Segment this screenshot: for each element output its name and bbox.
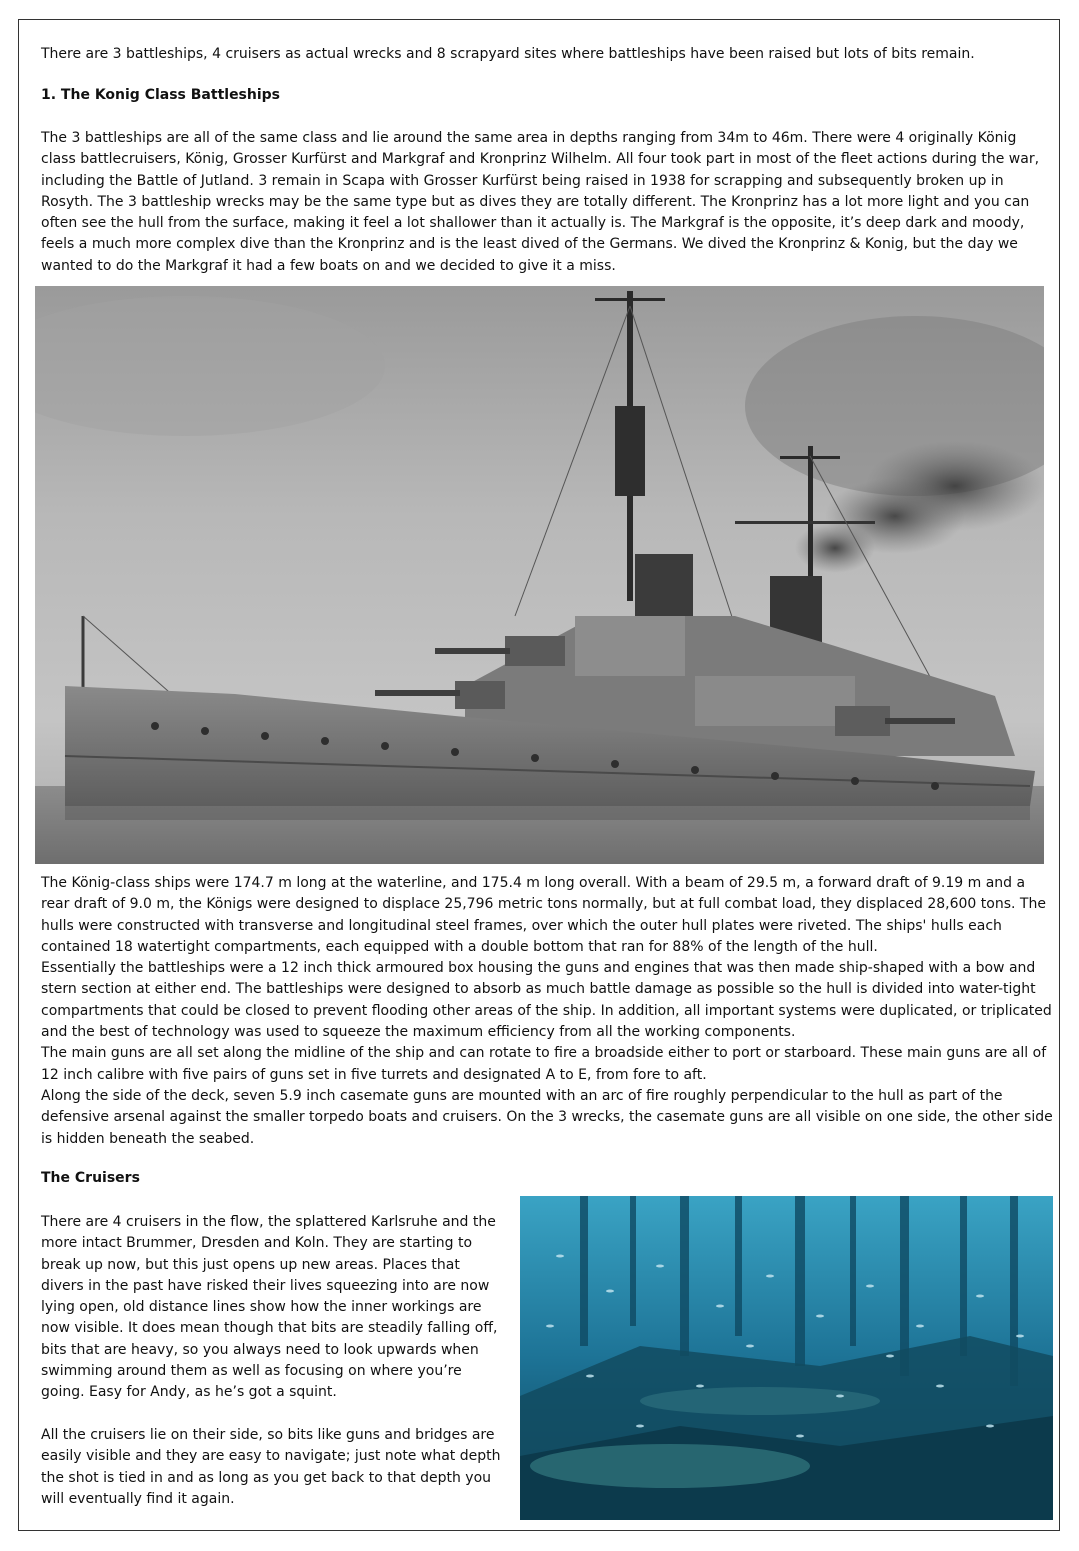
konig-section-heading: 1. The Konig Class Battleships — [41, 87, 281, 103]
konig-paragraph-2: The König-class ships were 174.7 m long at the waterline, and 175.4 m long overall. With a beam of 29.5 m, a forward draft of 9.19 m and a rear draft of 9.0 m, the Königs were designed to displace 25,796 metric tons normally, but at full combat load, they displaced 28,600 tons. The hulls were constructed with transverse and longitudinal steel frames, over which the outer hull plates were riveted. The ships' hulls each contained 18 watertight compartments, each equipped with a double bottom that ran for 88% of the length of the hull. — [41, 875, 1046, 955]
battleship-photo — [35, 286, 1044, 864]
underwater-wreck-photo — [520, 1196, 1053, 1520]
konig-paragraph-1: The 3 battleships are all of the same class and lie around the same area in depths ranging from 34m to 46m. There were 4 originally König class battlecruisers, König, Grosser Kurfürst and Markgraf and Kronprinz Wilhelm. All four took part in most of the fleet actions during the war, including the Battle of Jutland. 3 remain in Scapa with Grosser Kurfürst being raised in 1938 for scrapping and subsequently broken up in Rosyth. The 3 battleship wrecks may be the same type but as dives they are totally different. The Kronprinz has a lot more light and you can often see the hull from the surface, making it feel a lot shallower than it actually is. The Markgraf is the opposite, it’s deep dark and moody, feels a much more complex dive than the Kronprinz and is the least dived of the Germans. We dived the Kronprinz & Konig, but the day we wanted to do the Markgraf it had a few boats on and we decided to give it a miss. — [41, 130, 1040, 274]
cruisers-paragraph-2: All the cruisers lie on their side, so bits like guns and bridges are easily visible and they are easy to navigate; just note what depth the shot is tied in and as long as you get back to that depth you will eventually find it again. — [41, 1427, 501, 1507]
battleship-illustration — [35, 286, 1044, 864]
cruisers-paragraph-1: There are 4 cruisers in the flow, the splattered Karlsruhe and the more intact Brummer, Dresden and Koln. They are starting to break up now, but this just opens up new areas. Places that divers in the past have risked their lives squeezing into are now lying open, old distance lines show how the inner workings are now visible. It does mean though that bits are steadily falling off, bits that are heavy, so you always need to look upwards when swimming around them as well as focusing on where you’re going. Easy for Andy, as he’s got a squint. — [41, 1214, 498, 1401]
cruisers-section-heading: The Cruisers — [41, 1170, 140, 1186]
konig-paragraph-4: The main guns are all set along the midline of the ship and can rotate to fire a broadside either to port or starboard. These main guns are all of 12 inch calibre with five pairs of guns set in five turrets and designated A to E, from fore to aft. — [41, 1045, 1047, 1083]
intro-paragraph: There are 3 battleships, 4 cruisers as actual wrecks and 8 scrapyard sites where battleships have been raised but lots of bits remain. — [41, 46, 975, 62]
konig-paragraph-3: Essentially the battleships were a 12 inch thick armoured box housing the guns and engines that was then made ship-shaped with a bow and stern section at either end. The battleships were designed to absorb as much battle damage as possible so the hull is divided into water-tight compartments that could be closed to prevent flooding other areas of the ship. In addition, all important systems were duplicated, or triplicated and the best of technology was used to squeeze the maximum efficiency from all the working components. — [41, 960, 1052, 1041]
underwater-illustration — [520, 1196, 1053, 1520]
konig-paragraph-5: Along the side of the deck, seven 5.9 inch casemate guns are mounted with an arc of fire roughly perpendicular to the hull as part of the defensive arsenal against the smaller torpedo boats and cruisers. On the 3 wrecks, the casemate guns are all visible on one side, the other side is hidden beneath the seabed. — [41, 1087, 1053, 1147]
konig-details-block — [41, 873, 1055, 1150]
